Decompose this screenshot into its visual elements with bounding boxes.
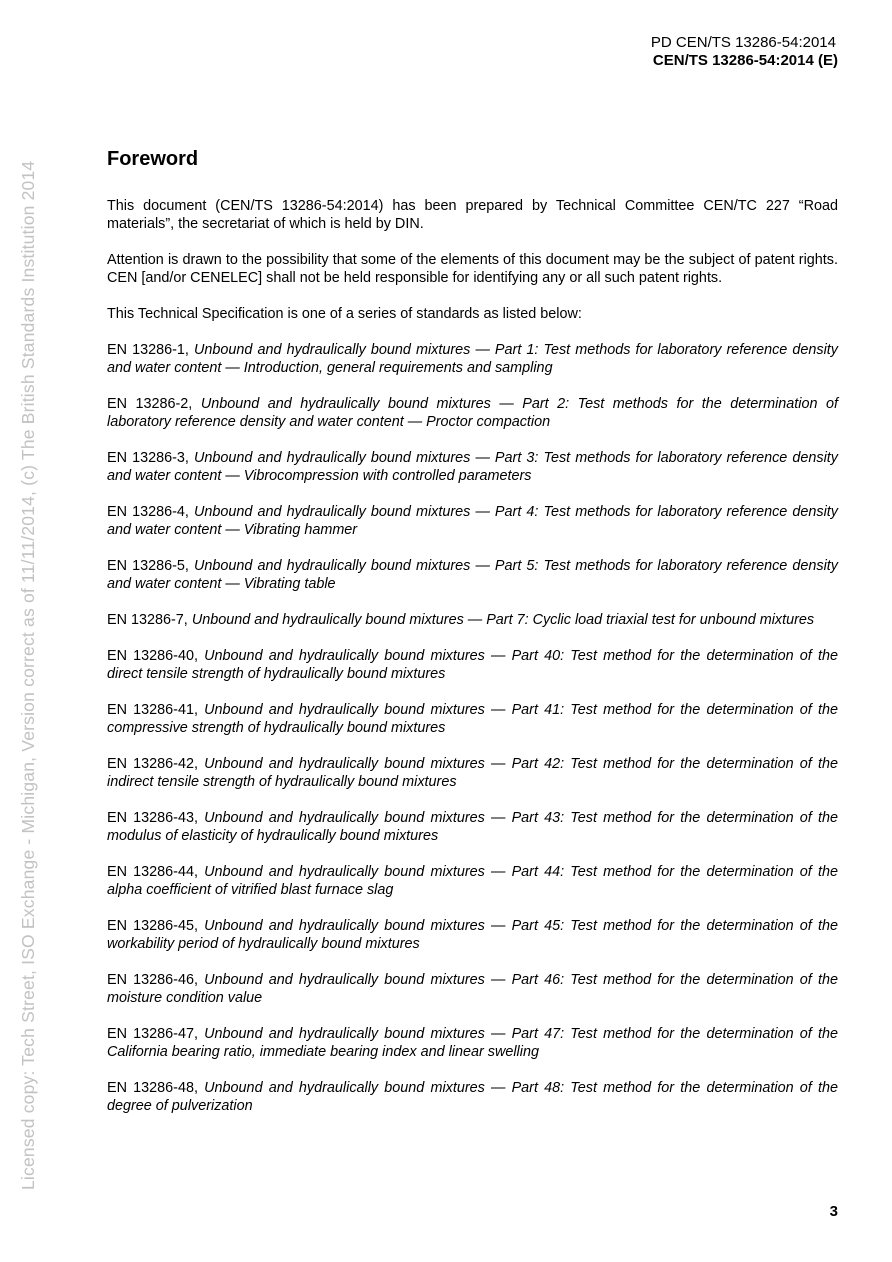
standard-number: EN 13286-46, [107,972,198,988]
standard-number: EN 13286-3, [107,450,189,466]
foreword-paragraph-1: This document (CEN/TS 13286-54:2014) has been prepared by Technical Committee CEN/TC 227 “Road materials”, the secretariat of which is held by DIN. [107,198,838,232]
standard-number: EN 13286-48, [107,1080,198,1096]
list-item [107,809,838,845]
list-item [107,395,838,431]
standard-title: Unbound and hydraulically bound mixtures — Part 44: Test method for the determination of the alpha coefficient of vitrified blast furnace slag [107,864,838,898]
standard-number: EN 13286-47, [107,1026,198,1042]
standard-number: EN 13286-1, [107,342,189,358]
standard-title: Unbound and hydraulically bound mixtures — Part 5: Test methods for laboratory reference density and water content — Vibrating table [107,558,838,592]
standard-number: EN 13286-43, [107,810,198,826]
standard-title: Unbound and hydraulically bound mixtures — Part 1: Test methods for laboratory reference density and water content — Introduction, general requirements and sampling [107,342,838,376]
standard-title: Unbound and hydraulically bound mixtures — Part 7: Cyclic load triaxial test for unbound mixtures [191,612,815,628]
list-item [107,1025,838,1061]
list-item [107,863,838,899]
list-item [107,449,838,485]
standard-title: Unbound and hydraulically bound mixtures — Part 42: Test method for the determination of the indirect tensile strength of hydraulically bound mixtures [107,756,838,790]
list-item [107,557,838,593]
standard-title: Unbound and hydraulically bound mixtures — Part 4: Test methods for laboratory reference density and water content — Vibrating hammer [107,504,838,538]
list-item [107,917,838,953]
standard-title: Unbound and hydraulically bound mixtures — Part 47: Test method for the determination of the California bearing ratio, immediate bearing index and linear swelling [107,1026,838,1060]
standard-number: EN 13286-42, [107,756,198,772]
standard-title: Unbound and hydraulically bound mixtures — Part 46: Test method for the determination of the moisture condition value [107,972,838,1006]
list-item [107,701,838,737]
license-watermark: Licensed copy: Tech Street, ISO Exchange - Michigan, Version correct as of 11/11/2014, (c) The British Standards Institution 2014 [18,160,38,1190]
standard-title: Unbound and hydraulically bound mixtures — Part 3: Test methods for laboratory reference density and water content — Vibrocompression with controlled parameters [107,450,838,484]
standard-title: Unbound and hydraulically bound mixtures — Part 41: Test method for the determination of the compressive strength of hydraulically bound mixtures [107,702,838,736]
list-item [107,503,838,539]
list-item [107,971,838,1007]
standard-number: EN 13286-4, [107,504,189,520]
section-heading: Foreword [107,148,199,170]
standards-list [107,341,838,1115]
standard-number: EN 13286-45, [107,918,198,934]
standard-number: EN 13286-44, [107,864,198,880]
list-item [107,647,838,683]
standard-title: Unbound and hydraulically bound mixtures — Part 40: Test method for the determination of the direct tensile strength of hydraulically bound mixtures [107,648,838,682]
list-item [107,1079,838,1115]
list-item [107,611,838,629]
standard-number: EN 13286-40, [107,648,198,664]
page-number: 3 [829,1203,838,1220]
document-id-subheader: CEN/TS 13286-54:2014 (E) [652,52,838,69]
foreword-paragraph-3: This Technical Specification is one of a series of standards as listed below: [107,306,582,322]
standard-number: EN 13286-41, [107,702,198,718]
standard-number: EN 13286-5, [107,558,189,574]
page-content [107,146,838,1133]
standard-title: Unbound and hydraulically bound mixtures — Part 43: Test method for the determination of the modulus of elasticity of hydraulically bound mixtures [107,810,838,844]
standard-title: Unbound and hydraulically bound mixtures — Part 48: Test method for the determination of the degree of pulverization [107,1080,838,1114]
list-item [107,755,838,791]
list-item [107,341,838,377]
standard-title: Unbound and hydraulically bound mixtures — Part 2: Test methods for the determination of laboratory reference density and water content — Proctor compaction [107,396,838,430]
foreword-paragraph-2: Attention is drawn to the possibility that some of the elements of this document may be the subject of patent rights. CEN [and/or CENELEC] shall not be held responsible for identifying any or all such patent rights. [107,252,838,286]
standard-number: EN 13286-2, [107,396,193,412]
standard-number: EN 13286-7, [107,612,188,628]
document-id-header: PD CEN/TS 13286-54:2014 [650,34,836,51]
standard-title: Unbound and hydraulically bound mixtures — Part 45: Test method for the determination of the workability period of hydraulically bound mixtures [107,918,838,952]
